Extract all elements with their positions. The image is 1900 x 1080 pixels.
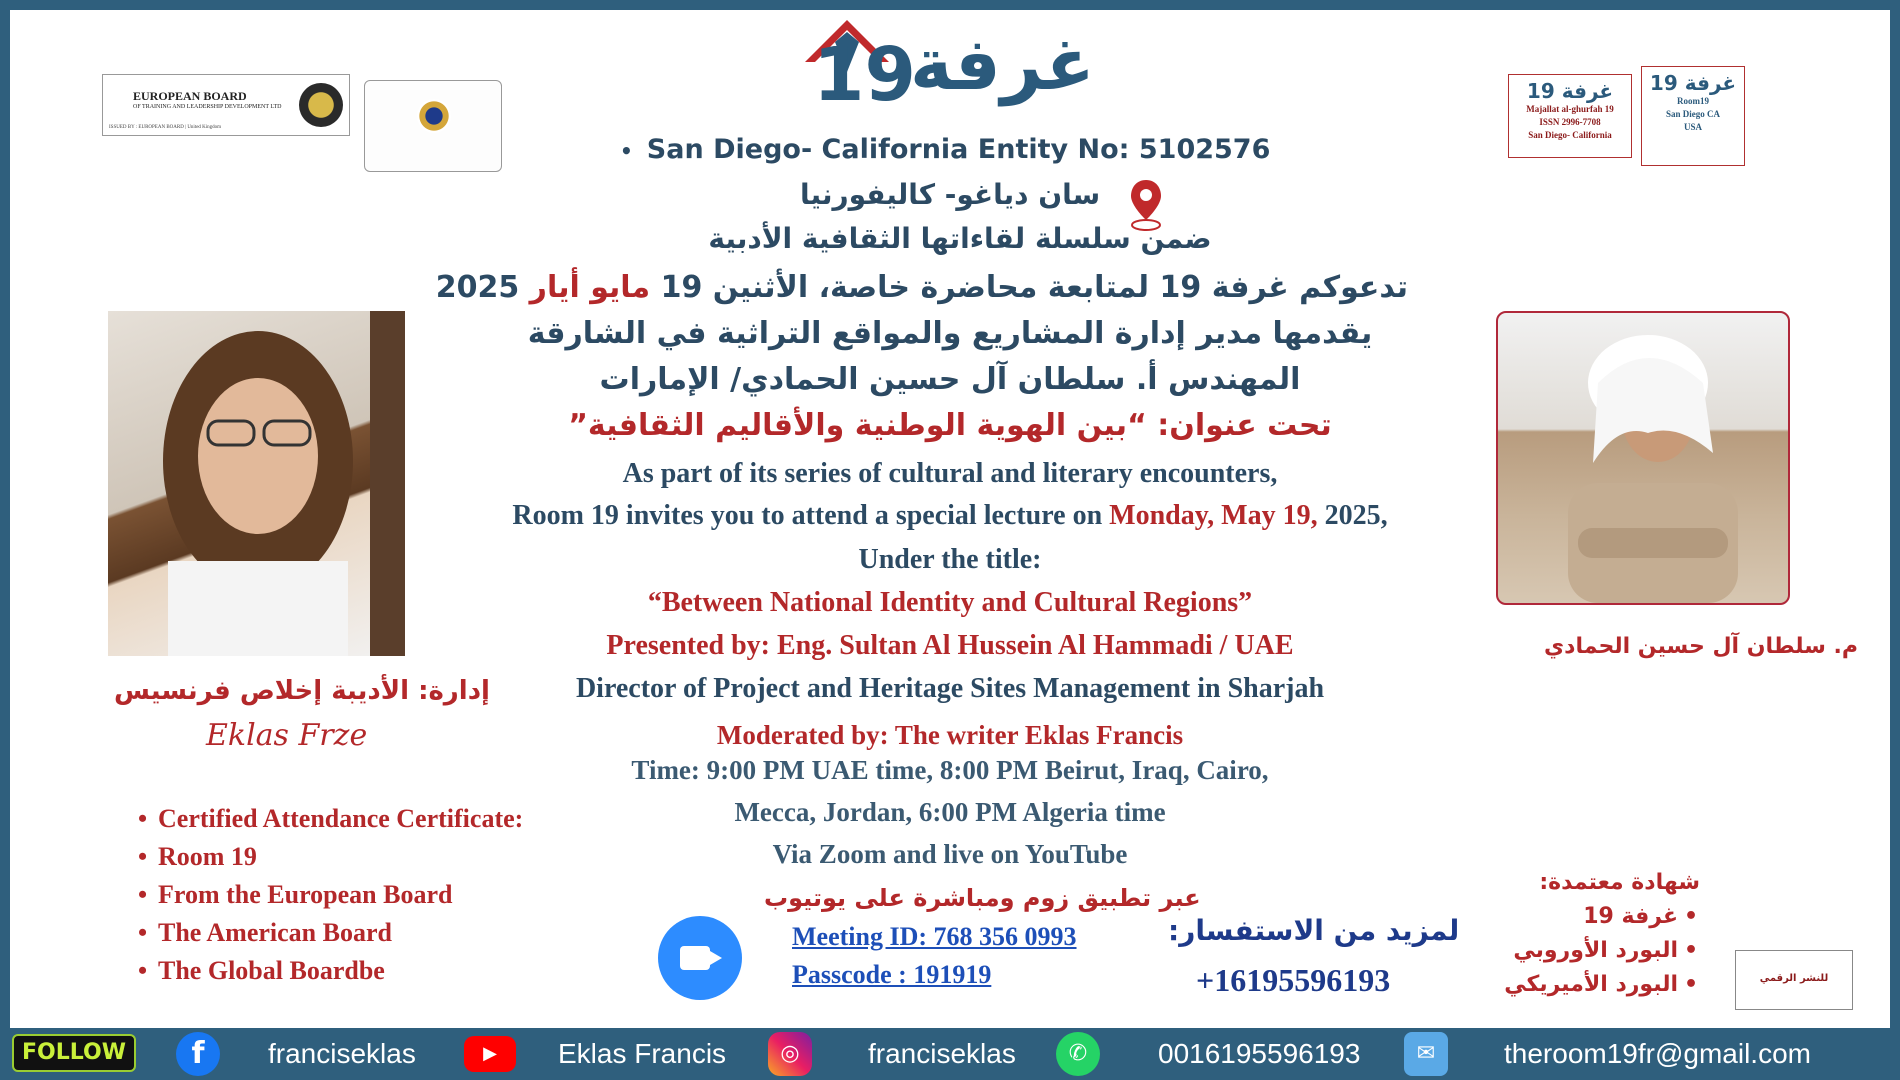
zoom-icon[interactable]: [658, 916, 742, 1000]
magazine-line: San Diego- California: [1528, 130, 1612, 140]
title-ar-quote: “بين الهوية الوطنية والأقاليم الثقافية”: [568, 408, 1147, 443]
room-badge-line: San Diego CA: [1665, 109, 1720, 119]
passcode-link[interactable]: Passcode : 191919: [792, 960, 992, 989]
invite-ar-month: مايو أيار: [529, 270, 651, 305]
room-badge-line: USA: [1683, 122, 1702, 132]
whatsapp-icon: ✆: [1056, 1032, 1100, 1076]
magazine-badge: [1508, 74, 1632, 158]
speaker-caption: م. سلطان آل حسين الحمادي: [1544, 634, 1858, 659]
speaker-photo: [1496, 311, 1790, 605]
cert-item: • Room 19: [136, 838, 523, 876]
more-info-ar: لمزيد من الاستفسار:: [1168, 914, 1460, 947]
via-zoom: Via Zoom and live on YouTube: [772, 839, 1128, 869]
via-zoom-ar: عبر تطبيق زوم ومباشرة على يوتيوب: [764, 884, 1201, 912]
eu-seal-icon: [299, 83, 343, 127]
room-badge-logo: غرفة 19: [1649, 71, 1737, 95]
cert-ar-item: • غرفة 19: [1500, 900, 1700, 934]
follow-badge: FOLLOW: [12, 1034, 136, 1072]
english-line2-year: 2025,: [1324, 500, 1388, 531]
moderator-caption: إدارة: الأديبة إخلاص فرنسيس: [114, 676, 490, 706]
logo-number: 19: [813, 32, 916, 118]
cert-item: • From the European Board: [136, 876, 523, 914]
digital-logo-text: للنشر الرقمي: [1759, 973, 1829, 984]
entity-text: San Diego- California Entity No: 5102576: [646, 134, 1271, 165]
time-line2: Mecca, Jordan, 6:00 PM Algeria time: [734, 797, 1166, 827]
instagram-link[interactable]: [768, 1028, 1016, 1080]
cert-ar-item: • البورد الأميريكي: [1500, 968, 1700, 1002]
entity-line: • San Diego- California Entity No: 5102576: [620, 134, 1271, 165]
email-address: theroom19fr@gmail.com: [1504, 1038, 1811, 1069]
digital-publishing-logo: [1735, 950, 1853, 1010]
instagram-icon: ◎: [768, 1032, 812, 1076]
moderator-portrait: [108, 311, 405, 656]
english-line1: As part of its series of cultural and literary encounters,: [622, 458, 1278, 489]
invite-ar-prefix: تدعوكم غرفة 19 لمتابعة محاضرة خاصة، الأثنين 19: [660, 270, 1408, 305]
location-ar: سان دياغو- كاليفورنيا: [800, 178, 1101, 211]
presenter-role-ar: يقدمها مدير إدارة المشاريع والمواقع التراثية في الشارقة: [527, 316, 1373, 351]
mail-icon: ✉: [1404, 1032, 1448, 1076]
moderator-photo: [108, 311, 405, 656]
english-line2-date: Monday, May 19,: [1109, 500, 1318, 531]
certificates-en: [136, 800, 523, 990]
english-line3: Under the title:: [858, 544, 1042, 575]
room-badge-line: Room19: [1677, 96, 1709, 106]
social-footer: [0, 1028, 1900, 1080]
youtube-handle: Eklas Francis: [558, 1038, 727, 1069]
speaker-portrait: [1498, 313, 1788, 603]
english-title: “Between National Identity and Cultural Regions”: [647, 587, 1253, 618]
cert-item: • The American Board: [136, 914, 523, 952]
certificates-ar: [1500, 866, 1700, 1002]
invite-ar: [435, 270, 1408, 305]
director-line: Director of Project and Heritage Sites Management in Sharjah: [575, 673, 1325, 704]
english-line2-prefix: Room 19 invites you to attend a special lecture on: [512, 500, 1103, 531]
zoom-camera-icon: [680, 946, 710, 970]
presenter-name-ar: المهندس أ. سلطان آل حسين الحمادي/ الإمارات: [599, 362, 1301, 397]
european-board-badge: [102, 74, 350, 136]
eu-title: EUROPEAN BOARD: [133, 89, 247, 103]
magazine-logo: غرفة 19: [1526, 79, 1614, 103]
whatsapp-link[interactable]: [1056, 1028, 1360, 1080]
facebook-link[interactable]: [176, 1028, 416, 1080]
email-link[interactable]: [1404, 1028, 1811, 1080]
meeting-id-link[interactable]: Meeting ID: 768 356 0993: [792, 922, 1077, 951]
time-line1: Time: 9:00 PM UAE time, 8:00 PM Beirut, Iraq, Cairo,: [631, 755, 1269, 785]
moderated-by: Moderated by: The writer Eklas Francis: [716, 720, 1184, 750]
youtube-icon: ▶: [464, 1036, 516, 1072]
card-seal-icon: [417, 99, 451, 133]
cert-ar-title: شهادة معتمدة:: [1539, 870, 1700, 895]
magazine-line: ISSN 2996-7708: [1539, 117, 1601, 127]
magazine-line: Majallat al-ghurfah 19: [1526, 104, 1614, 114]
phone-number[interactable]: +16195596193: [1196, 962, 1391, 998]
eu-issued: ISSUED BY : EUROPEAN BOARD | United Kingdom: [109, 125, 222, 130]
whatsapp-number: 0016195596193: [1158, 1038, 1361, 1069]
presented-by: Presented by: Eng. Sultan Al Hussein Al Hammadi / UAE: [606, 630, 1294, 661]
eu-subtitle: OF TRAINING AND LEADERSHIP DEVELOPMENT LTD: [133, 104, 282, 110]
youtube-link[interactable]: [464, 1028, 726, 1080]
invite-ar-year: 2025: [435, 270, 520, 305]
title-ar: [500, 408, 1400, 443]
cert-title: • Certified Attendance Certificate:: [136, 800, 523, 838]
room19-badge: [1641, 66, 1745, 166]
facebook-handle: franciseklas: [268, 1038, 416, 1069]
signature: Eklas Frze: [206, 718, 368, 753]
logo-text: غرفة: [910, 22, 1095, 106]
instagram-handle: franciseklas: [868, 1038, 1016, 1069]
facebook-icon: f: [176, 1032, 220, 1076]
cert-ar-item: • البورد الأوروبي: [1500, 934, 1700, 968]
series-ar: ضمن سلسلة لقاءاتها الثقافية الأدبية: [708, 222, 1212, 255]
accreditation-card: [364, 80, 502, 172]
cert-item: • The Global Boardbe: [136, 952, 523, 990]
title-ar-prefix: تحت عنوان:: [1157, 408, 1332, 443]
room19-logo: [795, 12, 1095, 122]
english-line2: [400, 500, 1500, 532]
